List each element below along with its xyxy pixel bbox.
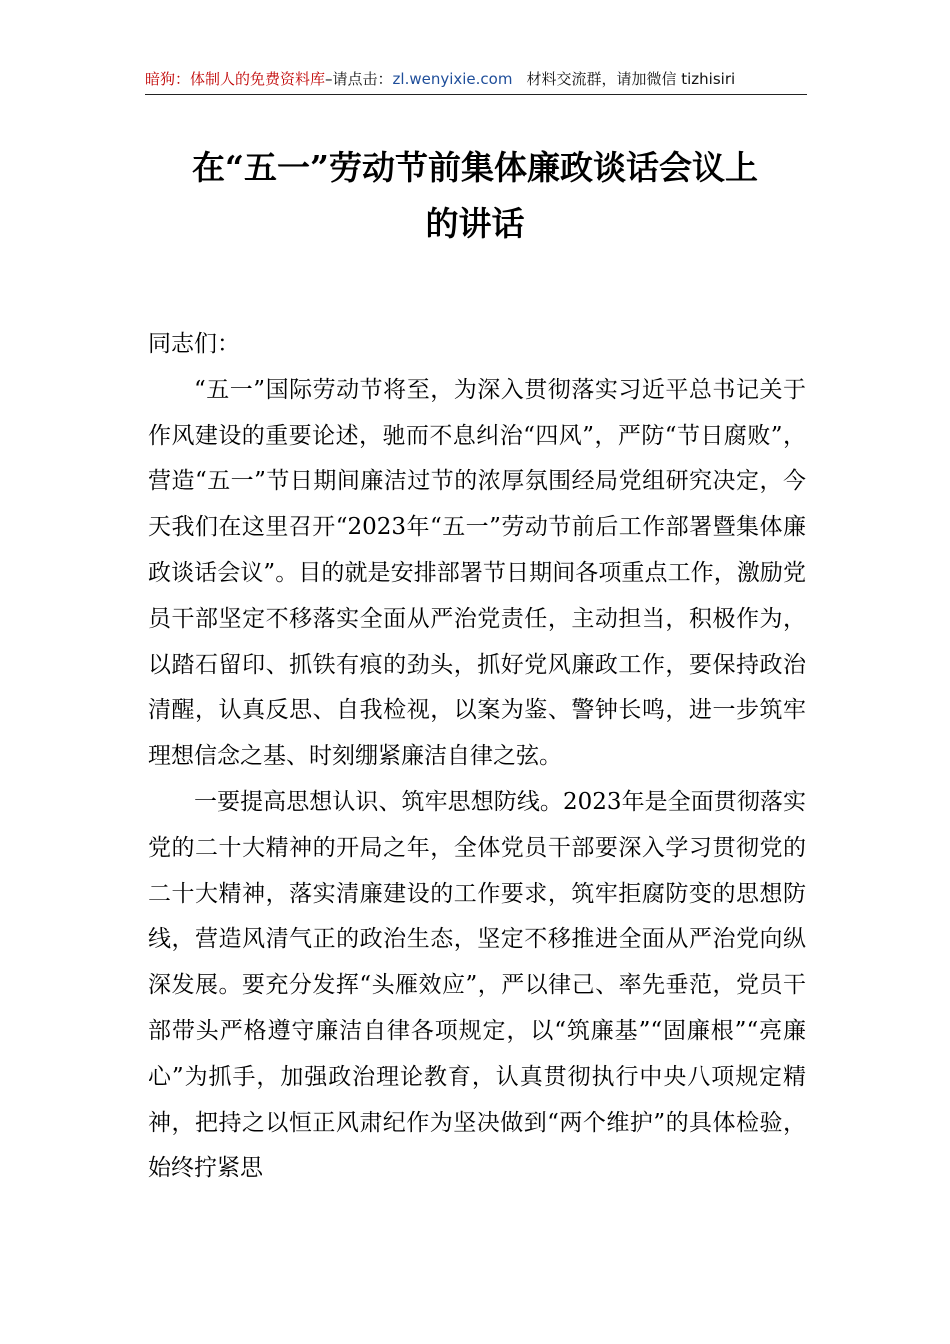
header-link[interactable]: zl.wenyixie.com	[392, 70, 513, 88]
document-title	[140, 140, 810, 252]
header-group-info: 材料交流群，请加微信 tizhisiri	[526, 70, 736, 88]
header-banner	[145, 64, 807, 95]
header-prompt: –请点击：	[325, 70, 393, 88]
title-line-2: 的讲话	[425, 204, 525, 243]
paragraph-2: 一要提高思想认识、筑牢思想防线。2023年是全面贯彻落实党的二十大精神的开局之年，全体党员干部要深入学习贯彻党的二十大精神，落实清廉建设的工作要求，筑牢拒腐防变的思想防线，营造风清气正的政治生态，坚定不移推进全面从严治党向纵深发展。要充分发挥“头雁效应”，严以律己、率先垂范，党员干部带头严格遵守廉洁自律各项规定，以“筑廉基”“固廉根”“亮廉心”为抓手，加强政治理论教育，认真贯彻执行中央八项规定精神，把持之以恒正风肃纪作为坚决做到“两个维护”的具体检验，始终拧紧思	[148, 788, 806, 1182]
salutation: 同志们：	[148, 331, 240, 357]
title-line-1: 在“五一”劳动节前集体廉政谈话会议上	[192, 148, 758, 187]
header-brand: 暗狗：体制人的免费资料库	[145, 70, 326, 88]
document-body	[148, 322, 806, 1192]
paragraph-1: “五一”国际劳动节将至，为深入贯彻落实习近平总书记关于作风建设的重要论述，驰而不息纠治“四风”，严防“节日腐败”，营造“五一”节日期间廉洁过节的浓厚氛围经局党组研究决定，今天我们在这里召开“2023年“五一”劳动节前后工作部署暨集体廉政谈话会议”。目的就是安排部署节日期间各项重点工作，激励党员干部坚定不移落实全面从严治党责任，主动担当，积极作为，以踏石留印、抓铁有痕的劲头，抓好党风廉政工作，要保持政治清醒，认真反思、自我检视，以案为鉴、警钟长鸣，进一步筑牢理想信念之基、时刻绷紧廉洁自律之弦。	[148, 376, 806, 770]
